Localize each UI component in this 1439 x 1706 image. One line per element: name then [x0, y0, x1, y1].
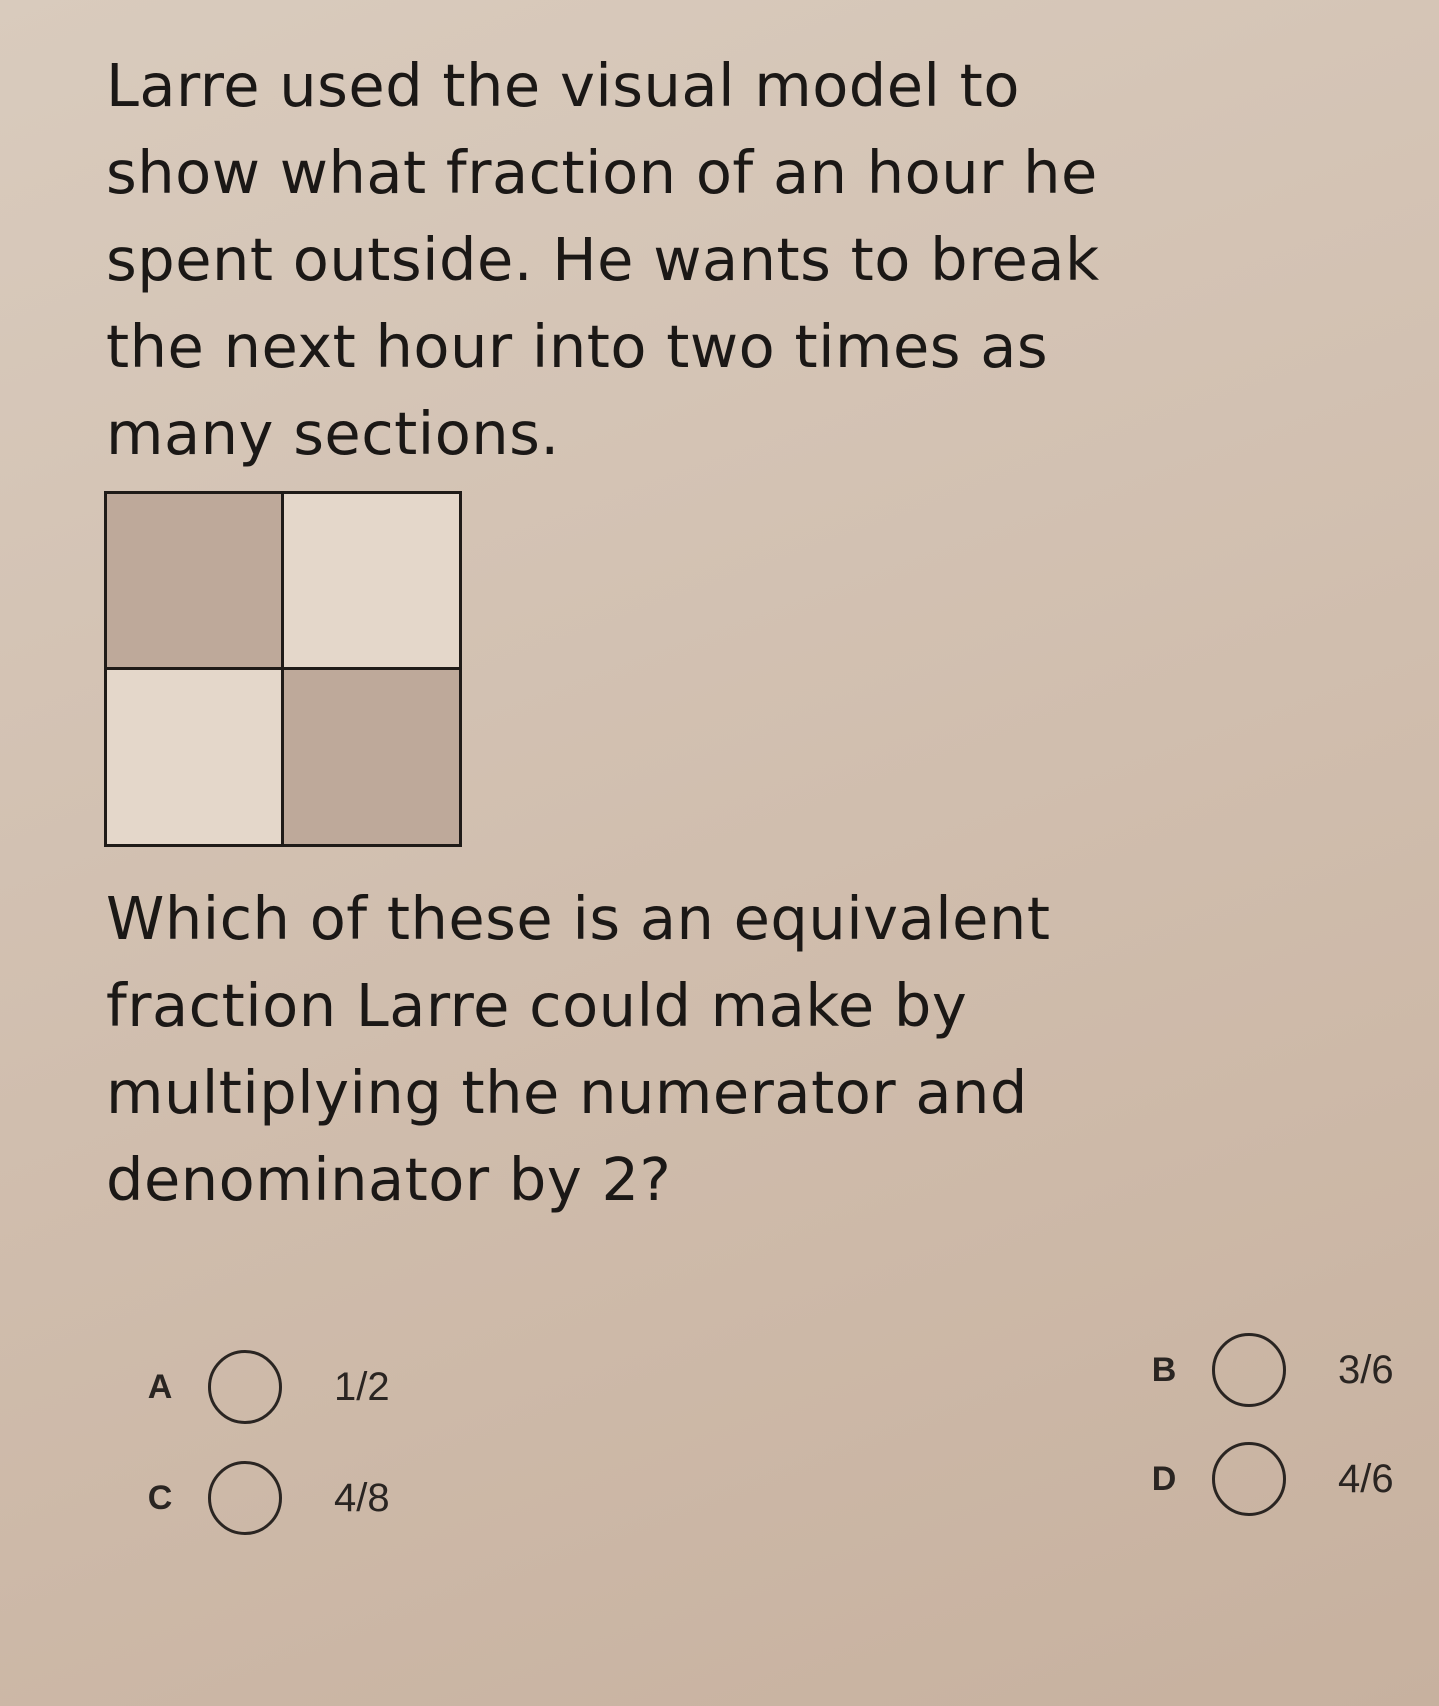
option-value: 1/2 [334, 1364, 390, 1409]
fraction-visual-model [104, 491, 462, 847]
model-cell [283, 669, 459, 844]
question-line: multiplying the numerator and [106, 1058, 1028, 1127]
passage-line: the next hour into two times as [106, 312, 1049, 381]
answer-option-a[interactable] [140, 1342, 390, 1432]
model-cell [107, 494, 283, 669]
option-value: 3/6 [1338, 1347, 1394, 1392]
passage-line: Larre used the visual model to [106, 51, 1020, 120]
option-letter: A [147, 1367, 173, 1406]
option-letter: B [1151, 1350, 1177, 1389]
model-cell [107, 669, 283, 844]
passage-line: show what fraction of an hour he [106, 138, 1098, 207]
answer-option-d[interactable] [1144, 1434, 1394, 1524]
passage-line: spent outside. He wants to break [106, 225, 1100, 294]
answer-option-b[interactable] [1144, 1325, 1394, 1415]
passage-line: many sections. [106, 399, 560, 468]
question-text [106, 875, 1226, 1223]
option-radio-bubble[interactable] [1212, 1442, 1286, 1516]
question-line: Which of these is an equivalent [106, 884, 1051, 953]
option-radio-bubble[interactable] [1212, 1333, 1286, 1407]
option-value: 4/8 [334, 1475, 390, 1520]
question-line: fraction Larre could make by [106, 971, 968, 1040]
option-radio-bubble[interactable] [208, 1350, 282, 1424]
model-cell [283, 494, 459, 669]
option-value: 4/6 [1338, 1456, 1394, 1501]
answer-option-c[interactable] [140, 1453, 390, 1543]
passage-text [106, 42, 1226, 477]
option-letter: D [1151, 1459, 1177, 1498]
question-line: denominator by 2? [106, 1145, 672, 1214]
option-letter: C [147, 1478, 173, 1517]
option-radio-bubble[interactable] [208, 1461, 282, 1535]
